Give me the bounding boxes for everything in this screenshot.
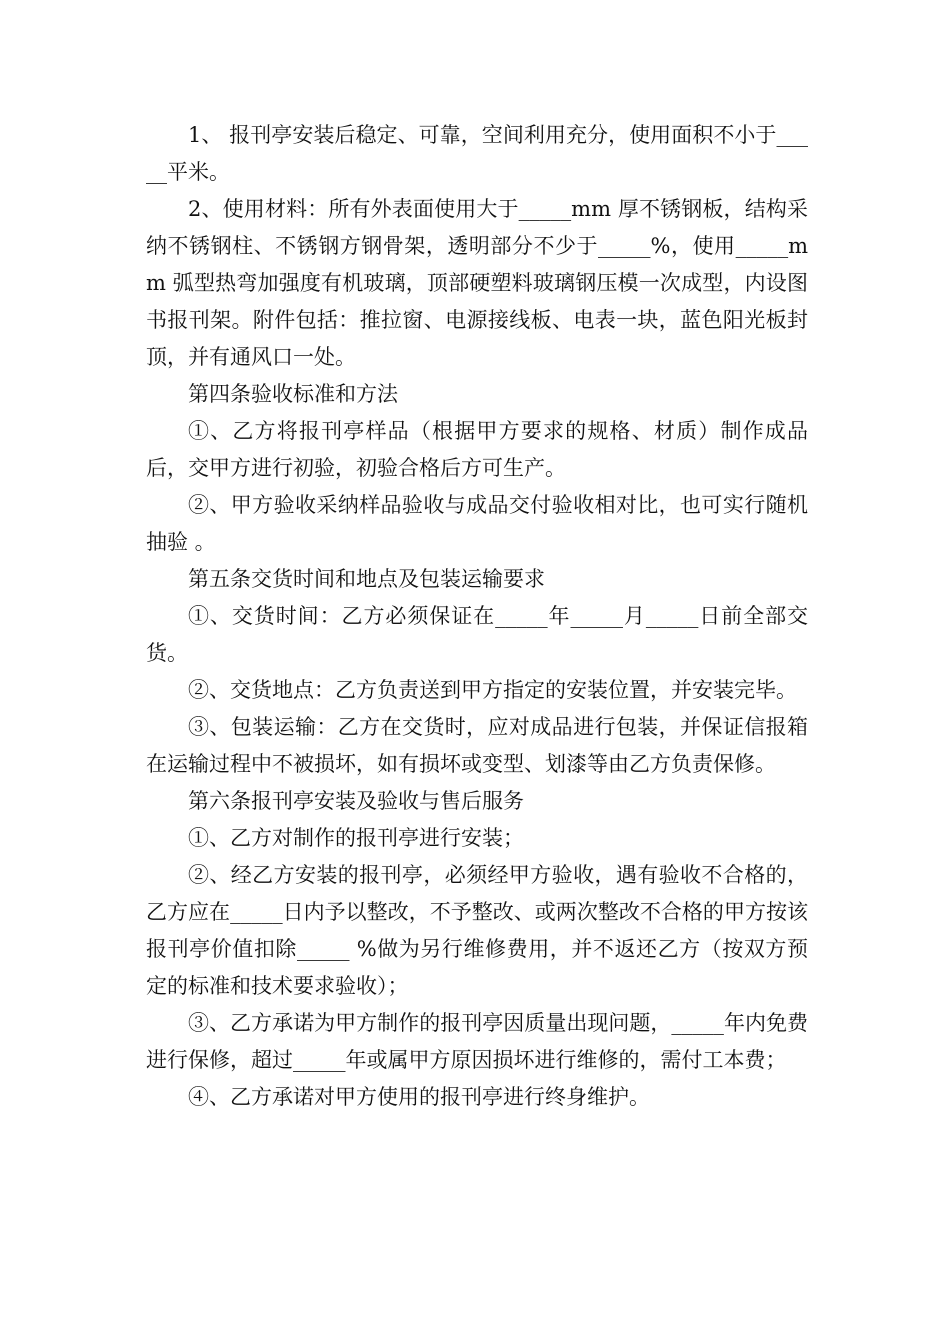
clause-4-1: ①、乙方将报刊亭样品（根据甲方要求的规格、材质）制作成品后，交甲方进行初验，初验合格后方可生产。: [146, 419, 808, 480]
clause-5-1: ①、交货时间：乙方必须保证在_____年_____月_____日前全部交货。: [146, 604, 808, 665]
document-body: [146, 117, 808, 1116]
section-heading-6: 第六条报刊亭安装及验收与售后服务: [188, 789, 524, 813]
clause-6-4: ④、乙方承诺对甲方使用的报刊亭进行终身维护。: [188, 1085, 650, 1109]
clause-6-1: ①、乙方对制作的报刊亭进行安装；: [188, 826, 524, 850]
clause-6-2: ②、经乙方安装的报刊亭，必须经甲方验收，遇有验收不合格的，乙方应在_____日内予以整改，不予整改、或两次整改不合格的甲方按该报刊亭价值扣除_____ %做为另行维修费用，并不返还乙方（按双方预定的标准和技术要求验收）；: [146, 863, 808, 998]
clause-5-3: ③、包装运输：乙方在交货时，应对成品进行包装，并保证信报箱在运输过程中不被损坏，如有损坏或变型、划漆等由乙方负责保修。: [146, 715, 808, 776]
section-heading-5: 第五条交货时间和地点及包装运输要求: [188, 567, 545, 591]
section-heading-4: 第四条验收标准和方法: [188, 382, 398, 406]
clause-item-1: 1、 报刊亭安装后稳定、可靠，空间利用充分，使用面积不小于_____平米。: [146, 123, 808, 184]
clause-5-2: ②、交货地点：乙方负责送到甲方指定的安装位置，并安装完毕。: [188, 678, 797, 702]
clause-6-3: ③、乙方承诺为甲方制作的报刊亭因质量出现问题，_____年内免费进行保修，超过_____年或属甲方原因损坏进行维修的，需付工本费；: [146, 1011, 808, 1072]
clause-4-2: ②、甲方验收采纳样品验收与成品交付验收相对比，也可实行随机抽验 。: [146, 493, 808, 554]
clause-item-2: 2、使用材料：所有外表面使用大于_____mm 厚不锈钢板，结构采纳不锈钢柱、不锈钢方钢骨架，透明部分不少于_____%，使用_____mm 弧型热弯加强度有机玻璃，顶部硬塑料玻璃钢压模一次成型，内设图书报刊架。附件包括：推拉窗、电源接线板、电表一块，蓝色阳光板封顶，并有通风口一处。: [146, 197, 808, 369]
